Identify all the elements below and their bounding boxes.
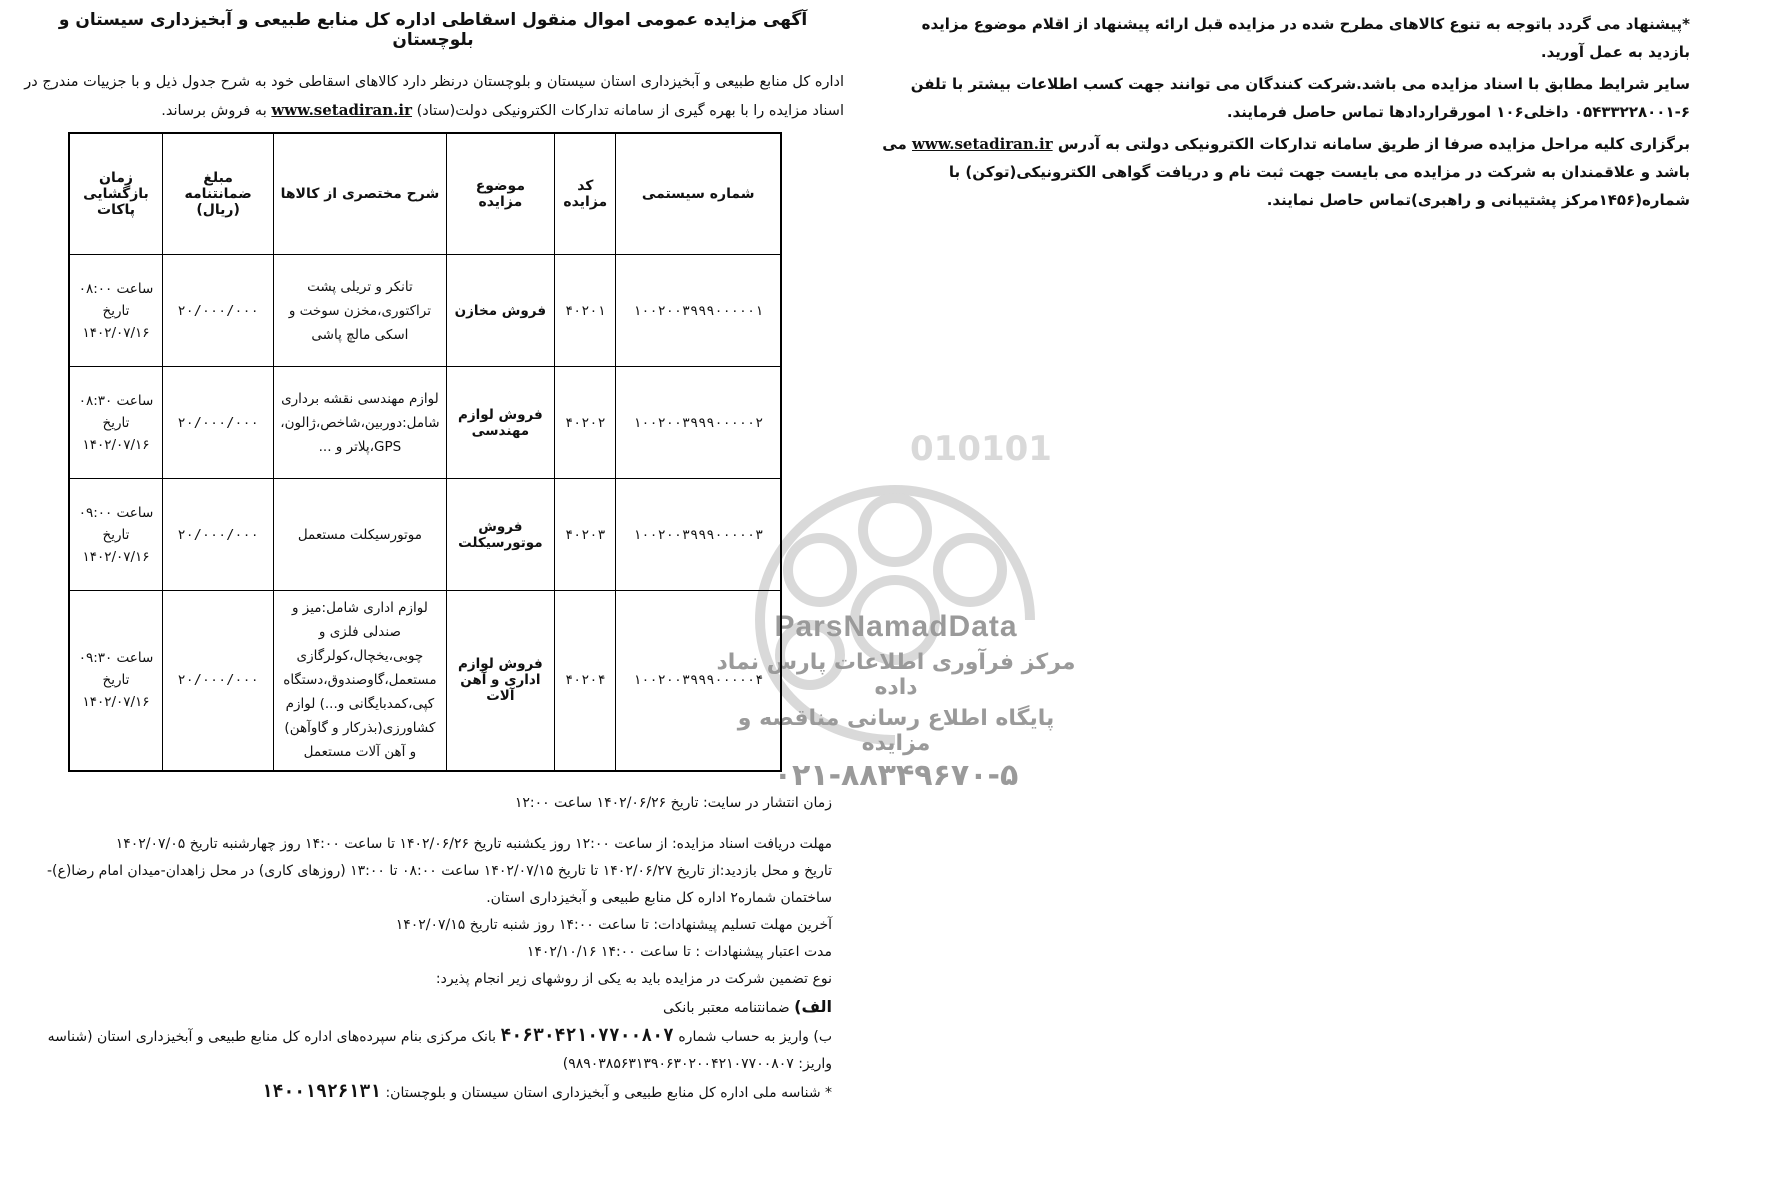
- option-a-text: ضمانتنامه معتبر بانکی: [663, 1000, 790, 1016]
- note-platform: [880, 130, 1690, 214]
- watermark-line-2: پایگاه اطلاع رسانی مناقصه و مزایده: [737, 706, 1055, 756]
- submission-deadline: آخرین مهلت تسلیم پیشنهادات: تا ساعت ۱۴:۰۰ روز شنبه تاریخ ۱۴۰۲/۰۷/۱۵: [395, 917, 832, 933]
- national-id-label: * شناسه ملی اداره کل منابع طبیعی و آبخیزداری استان سیستان و بلوچستان:: [385, 1085, 832, 1101]
- auction-details: [22, 790, 832, 1107]
- notice-title: آگهی مزایده عمومی اموال منقول اسقاطی اداره کل منابع طبیعی و آبخیزداری سیستان و بلوچستان: [58, 10, 808, 50]
- option-a: [22, 993, 832, 1022]
- option-b-text-1: ب) واریز به حساب شماره: [678, 1029, 832, 1045]
- cell-guarantee: ۲۰/۰۰۰/۰۰۰: [162, 479, 273, 591]
- cell-guarantee: ۲۰/۰۰۰/۰۰۰: [162, 255, 273, 367]
- docs-deadline: مهلت دریافت اسناد مزایده: از ساعت ۱۲:۰۰ روز یکشنبه تاریخ ۱۴۰۲/۰۶/۲۶ تا ساعت ۱۴:۰۰ روز چهارشنبه تاریخ ۱۴۰۲/۰۷/۰۵: [115, 836, 832, 852]
- header-system-number: شماره سیستمی: [616, 133, 781, 255]
- cell-code: ۴۰۲۰۳: [555, 479, 616, 591]
- publish-time: زمان انتشار در سایت: تاریخ ۱۴۰۲/۰۶/۲۶ ساعت ۱۲:۰۰: [514, 795, 832, 811]
- note-platform-text-1: برگزاری کلیه مراحل مزایده صرفا از طریق سامانه تدارکات الکترونیکی دولتی به آدرس: [1057, 135, 1690, 153]
- cell-description: تانکر و تریلی پشت تراکتوری،مخزن سوخت و اسکی مالچ پاشی: [274, 255, 446, 367]
- header-subject: موضوع مزایده: [446, 133, 555, 255]
- cell-description: لوازم مهندسی نقشه برداری شامل:دوربین،شاخص،ژالون، GPS،پلاتر و ...: [274, 367, 446, 479]
- cell-subject: فروش مخازن: [446, 255, 555, 367]
- intro-text-1: اداره کل منابع طبیعی و آبخیزداری استان سیستان و بلوچستان درنظر دارد کالاهای اسقاطی خود به شرح جدول ذیل و با جزییات مندرج در اسناد مزایده را با بهره گیری از سامانه تدارکات الکترونیکی دولت(ستاد): [24, 74, 844, 119]
- validity-period: مدت اعتبار پیشنهادات : تا ساعت ۱۴:۰۰ ۱۴۰۲/۱۰/۱۶: [526, 944, 832, 960]
- watermark-brand: ParsNamadData: [774, 610, 1018, 643]
- account-number: ۴۰۶۳۰۴۲۱۰۷۷۰۰۸۰۷: [500, 1025, 674, 1046]
- cell-opening: ساعت ۰۹:۳۰ تاریخ ۱۴۰۲/۰۷/۱۶: [69, 591, 162, 771]
- cell-subject: فروش لوازم مهندسی: [446, 367, 555, 479]
- notice-intro: [22, 68, 844, 125]
- national-id-line: [22, 1078, 832, 1107]
- cell-guarantee: ۲۰/۰۰۰/۰۰۰: [162, 591, 273, 771]
- cell-code: ۴۰۲۰۲: [555, 367, 616, 479]
- cell-system-number: ۱۰۰۲۰۰۳۹۹۹۰۰۰۰۰۴: [616, 591, 781, 771]
- table-row: [69, 367, 781, 479]
- cell-opening: ساعت ۰۹:۰۰ تاریخ ۱۴۰۲/۰۷/۱۶: [69, 479, 162, 591]
- header-code: کد مزایده: [555, 133, 616, 255]
- header-opening: زمان بازگشایی پاکات: [69, 133, 162, 255]
- note-contact: سایر شرایط مطابق با اسناد مزایده می باشد.شرکت کنندگان می توانند جهت کسب اطلاعات بیشتر با تلفن ۶-۰۵۴۳۳۲۲۸۰۰۱ داخلی۱۰۶ امورقراردادها تماس حاصل فرمایند.: [910, 75, 1690, 121]
- notes-column: [880, 10, 1690, 218]
- cell-guarantee: ۲۰/۰۰۰/۰۰۰: [162, 367, 273, 479]
- visit-info: تاریخ و محل بازدید:از تاریخ ۱۴۰۲/۰۶/۲۷ تا تاریخ ۱۴۰۲/۰۷/۱۵ ساعت ۰۸:۰۰ تا ۱۳:۰۰ (روزهای کاری) در محل زاهدان-میدان امام رضا(ع)-ساختمان شماره۲ اداره کل منابع طبیعی و آبخیزداری استان.: [46, 863, 832, 906]
- cell-subject: فروش موتورسیکلت: [446, 479, 555, 591]
- cell-code: ۴۰۲۰۴: [555, 591, 616, 771]
- table-row: [69, 255, 781, 367]
- cell-description: موتورسیکلت مستعمل: [274, 479, 446, 591]
- cell-description: لوازم اداری شامل:میز و صندلی فلزی و چوبی،یخچال،کولرگازی مستعمل،گاوصندوق،دستگاه کپی،کمدبایگانی و...) لوازم کشاورزی(بذرکار و گاوآهن) و آهن آلات مستعمل: [274, 591, 446, 771]
- auction-table: [68, 132, 782, 772]
- note-visit: *پیشنهاد می گردد باتوجه به تنوع کالاهای مطرح شده در مزایده قبل ارائه پیشنهاد از اقلام موضوع مزایده بازدید به عمل آورید.: [921, 15, 1690, 61]
- cell-system-number: ۱۰۰۲۰۰۳۹۹۹۰۰۰۰۰۱: [616, 255, 781, 367]
- cell-opening: ساعت ۰۸:۳۰ تاریخ ۱۴۰۲/۰۷/۱۶: [69, 367, 162, 479]
- option-b: [22, 1022, 832, 1078]
- note-platform-text-2: می باشد و علاقمندان به شرکت در مزایده می بایست جهت ثبت نام و دریافت گواهی الکترونیکی(توکن) با شماره(۱۴۵۶مرکز پشتیبانی و راهبری)تماس حاصل نمایند.: [882, 135, 1690, 209]
- table-row: [69, 479, 781, 591]
- guarantee-type: نوع تضمین شرکت در مزایده باید به یکی از روشهای زیر انجام پذیرد:: [435, 971, 832, 987]
- cell-opening: ساعت ۰۸:۰۰ تاریخ ۱۴۰۲/۰۷/۱۶: [69, 255, 162, 367]
- table-row: [69, 591, 781, 771]
- cell-code: ۴۰۲۰۱: [555, 255, 616, 367]
- intro-text-2: به فروش برساند.: [161, 103, 267, 119]
- setadiran-link[interactable]: www.setadiran.ir: [271, 101, 412, 119]
- table-header-row: [69, 133, 781, 255]
- cell-subject: فروش لوازم اداری و آهن آلات: [446, 591, 555, 771]
- cell-system-number: ۱۰۰۲۰۰۳۹۹۹۰۰۰۰۰۲: [616, 367, 781, 479]
- cell-system-number: ۱۰۰۲۰۰۳۹۹۹۰۰۰۰۰۳: [616, 479, 781, 591]
- option-b-text-2: بانک مرکزی بنام سپرده‌های اداره کل منابع طبیعی و آبخیزداری استان (شناسه واریز: ۹۸۹۰۳۸۵۶۳۱۳۹۰۶۳۰۲۰۰۴۲۱۰۷۷۰۰۸۰۷): [47, 1029, 832, 1072]
- national-id: ۱۴۰۰۱۹۲۶۱۳۱: [261, 1081, 382, 1102]
- option-a-label: الف): [794, 997, 832, 1016]
- header-description: شرح مختصری از کالاها: [274, 133, 446, 255]
- setadiran-link-right[interactable]: www.setadiran.ir: [912, 135, 1053, 153]
- header-guarantee: مبلغ ضمانتنامه (ریال): [162, 133, 273, 255]
- watermark-digits: 010101: [910, 429, 1052, 469]
- watermark-line-1: مرکز فرآوری اطلاعات پارس نماد داده: [716, 650, 1076, 700]
- notice-header: [22, 10, 844, 125]
- watermark-phone: ۰۲۱-۸۸۳۴۹۶۷۰-۵: [773, 758, 1019, 793]
